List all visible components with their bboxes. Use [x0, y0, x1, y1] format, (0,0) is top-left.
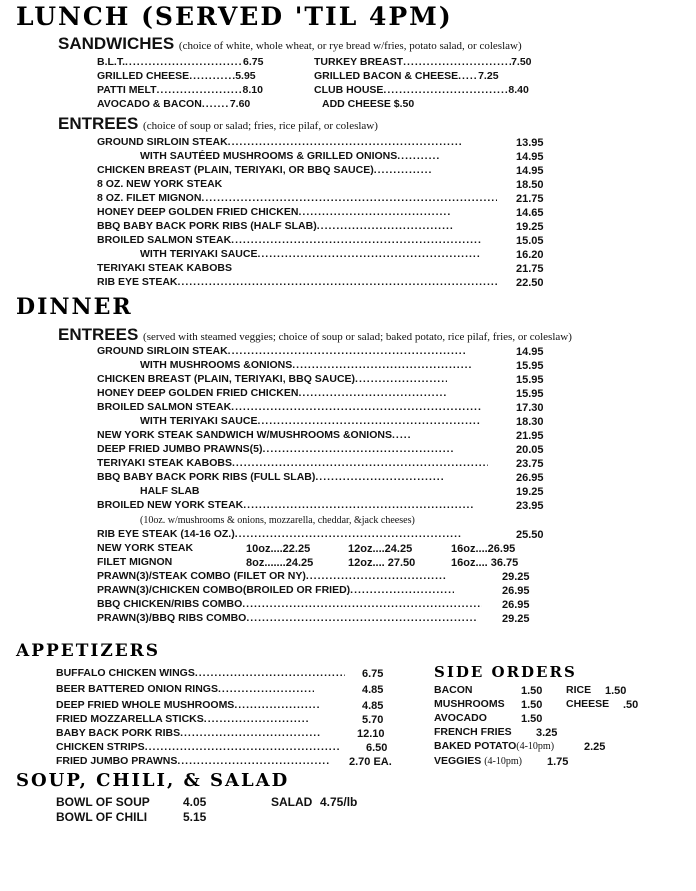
- combo-price: 26.95: [502, 599, 530, 611]
- lunch-entree-name: HONEY DEEP GOLDEN FRIED CHICKEN.....: [97, 206, 450, 219]
- side-item: MUSHROOMS: [434, 698, 505, 710]
- dinner-entrees-note: (served with steamed veggies; choice of soup or salad; baked potato, rice pilaf, fries, or coleslaw): [143, 331, 572, 343]
- side-item: VEGGIES (4-10pm): [434, 755, 522, 767]
- side-orders-title: SIDE ORDERS: [434, 663, 577, 681]
- bowl-chili-name: BOWL OF CHILI: [56, 810, 148, 824]
- appetizer-name: FRIED MOZZARELLA STICKS.....: [56, 713, 310, 726]
- dinner-entree-price: 15.95: [516, 360, 544, 372]
- side-price: 1.75: [547, 756, 569, 768]
- dinner-entree-name: DEEP FRIED JUMBO PRAWNS(5).....: [97, 443, 453, 456]
- sandwich-item: CLUB HOUSE..... 8.40: [314, 84, 529, 97]
- sandwich-item: GRILLED BACON & CHEESE..... 7.25: [314, 70, 499, 83]
- appetizer-name: DEEP FRIED WHOLE MUSHROOMS.....: [56, 699, 320, 712]
- sandwich-item: ADD CHEESE $.50: [322, 98, 415, 110]
- appetizer-name: CHICKEN STRIPS.....: [56, 741, 340, 754]
- side-price: 1.50: [521, 699, 543, 711]
- dinner-entree-price: 23.95: [516, 500, 544, 512]
- lunch-entrees-heading-text: ENTREES: [58, 114, 139, 133]
- combo-price: 29.25: [502, 571, 530, 583]
- soup-title: SOUP, CHILI, & SALAD: [16, 770, 290, 791]
- dinner-entrees-heading: [58, 325, 572, 345]
- appetizer-price: 6.75: [362, 668, 384, 680]
- side-item: FRENCH FRIES: [434, 726, 512, 738]
- appetizer-price: 5.70: [362, 714, 384, 726]
- combo-item: BBQ CHICKEN/RIBS COMBO.....: [97, 598, 482, 611]
- lunch-entree-name: 8 OZ. NEW YORK STEAK: [97, 178, 223, 190]
- lunch-entree-price: 14.95: [516, 165, 544, 177]
- lunch-entree-price: 19.25: [516, 221, 544, 233]
- dinner-entree-price: 20.05: [516, 444, 544, 456]
- appetizer-name: BABY BACK PORK RIBS.....: [56, 727, 320, 740]
- lunch-entree-name: WITH SAUTÉED MUSHROOMS & GRILLED ONIONS.....: [140, 150, 441, 163]
- sandwich-item: TURKEY BREAST..... 7.50: [314, 56, 532, 69]
- appetizer-name: FRIED JUMBO PRAWNS.....: [56, 755, 329, 768]
- appetizer-price: 12.10: [357, 728, 385, 740]
- appetizer-price: 4.85: [362, 684, 384, 696]
- dinner-entree-name: CHICKEN BREAST (PLAIN, TERIYAKI, BBQ SAUCE).....: [97, 373, 447, 386]
- lunch-entree-price: 21.75: [516, 193, 544, 205]
- side-item: AVOCADO: [434, 712, 487, 724]
- sandwich-item: GRILLED CHEESE..... 5.95: [97, 70, 256, 83]
- dinner-entree-name: WITH MUSHROOMS &ONIONS.....: [140, 359, 472, 372]
- dinner-entree-price: 15.95: [516, 388, 544, 400]
- dinner-entree-price: 14.95: [516, 346, 544, 358]
- sandwich-item: B.L.T...... 6.75: [97, 56, 263, 69]
- dinner-title: DINNER: [16, 294, 133, 320]
- new-york-10oz: 10oz....22.25: [246, 543, 311, 555]
- side-price: .50: [623, 699, 639, 711]
- dinner-entree-name: BROILED NEW YORK STEAK.....: [97, 499, 475, 512]
- new-york-12oz: 12oz....24.25: [348, 543, 413, 555]
- lunch-sandwiches-heading: [58, 34, 522, 54]
- dinner-entree-name: HONEY DEEP GOLDEN FRIED CHICKEN.....: [97, 387, 448, 400]
- lunch-title: LUNCH (SERVED 'TIL 4PM): [16, 2, 453, 31]
- appetizer-name: BUFFALO CHICKEN WINGS.....: [56, 667, 345, 680]
- rib-eye-price: 25.50: [516, 529, 544, 541]
- dinner-entree-name: WITH TERIYAKI SAUCE.....: [140, 415, 481, 428]
- side-item: CHEESE: [566, 698, 610, 710]
- combo-item: PRAWN(3)/BBQ RIBS COMBO.....: [97, 612, 476, 625]
- appetizers-title: APPETIZERS: [16, 641, 161, 661]
- sandwiches-note: (choice of white, whole wheat, or rye bread w/fries, potato salad, or coleslaw): [178, 40, 522, 52]
- dinner-entree-name: BBQ BABY BACK PORK RIBS (FULL SLAB).....: [97, 471, 445, 484]
- lunch-entree-name: GROUND SIRLOIN STEAK.....: [97, 136, 462, 149]
- side-price: 2.25: [584, 741, 606, 753]
- salad-price: 4.75/lb: [320, 795, 358, 809]
- dinner-entree-price: 19.25: [516, 486, 544, 498]
- lunch-entree-name: RIB EYE STEAK.....: [97, 276, 498, 289]
- filet-12oz: 12oz.... 27.50: [348, 557, 416, 569]
- side-item: BAKED POTATO(4-10pm): [434, 740, 555, 752]
- lunch-entree-price: 18.50: [516, 179, 544, 191]
- appetizer-name: BEER BATTERED ONION RINGS.....: [56, 683, 314, 696]
- combo-price: 29.25: [502, 613, 530, 625]
- combo-price: 26.95: [502, 585, 530, 597]
- salad-name: SALAD: [271, 795, 313, 809]
- new-york-name: NEW YORK STEAK: [97, 542, 194, 554]
- lunch-entree-name: TERIYAKI STEAK KABOBS: [97, 262, 232, 274]
- bowl-chili-price: 5.15: [183, 810, 207, 824]
- lunch-entree-name: BROILED SALMON STEAK.....: [97, 234, 481, 247]
- appetizer-price: 4.85: [362, 700, 384, 712]
- dinner-entree-name: NEW YORK STEAK SANDWICH W/MUSHROOMS &ONIONS.....: [97, 429, 412, 442]
- lunch-entree-price: 13.95: [516, 137, 544, 149]
- lunch-entrees-note: (choice of soup or salad; fries, rice pilaf, or coleslaw): [143, 120, 378, 132]
- appetizer-price: 2.70 EA.: [349, 756, 392, 768]
- dinner-entree-price: 17.30: [516, 402, 544, 414]
- broiled-ny-note: (10oz. w/mushrooms & onions, mozzarella, cheddar, &jack cheeses): [140, 515, 415, 526]
- lunch-entree-price: 15.05: [516, 235, 544, 247]
- bowl-soup-price: 4.05: [183, 795, 207, 809]
- lunch-entree-price: 14.65: [516, 207, 544, 219]
- dinner-entree-price: 26.95: [516, 472, 544, 484]
- side-price: 1.50: [521, 713, 543, 725]
- dinner-entree-name: GROUND SIRLOIN STEAK.....: [97, 345, 466, 358]
- sandwiches-heading-text: SANDWICHES: [58, 34, 175, 53]
- lunch-entrees-heading: [58, 114, 378, 134]
- filet-8oz: 8oz.......24.25: [246, 557, 314, 569]
- filet-name: FILET MIGNON: [97, 556, 173, 568]
- new-york-16oz: 16oz....26.95: [451, 543, 516, 555]
- lunch-entree-name: BBQ BABY BACK PORK RIBS (HALF SLAB).....: [97, 220, 453, 233]
- lunch-entree-name: WITH TERIYAKI SAUCE.....: [140, 248, 481, 261]
- dinner-entree-name: HALF SLAB: [140, 485, 200, 497]
- sandwich-item: PATTI MELT..... 8.10: [97, 84, 263, 97]
- rib-eye-name: RIB EYE STEAK (14-16 OZ.).....: [97, 528, 461, 541]
- dinner-entrees-heading-text: ENTREES: [58, 325, 139, 344]
- appetizer-price: 6.50: [366, 742, 388, 754]
- sandwich-item: AVOCADO & BACON..... 7.60: [97, 98, 250, 111]
- lunch-entree-name: 8 OZ. FILET MIGNON.....: [97, 192, 497, 205]
- bowl-soup-name: BOWL OF SOUP: [56, 795, 150, 809]
- filet-16oz: 16oz.... 36.75: [451, 557, 519, 569]
- dinner-entree-price: 18.30: [516, 416, 544, 428]
- dinner-entree-price: 15.95: [516, 374, 544, 386]
- lunch-entree-price: 21.75: [516, 263, 544, 275]
- lunch-entree-price: 14.95: [516, 151, 544, 163]
- lunch-entree-name: CHICKEN BREAST (PLAIN, TERIYAKI, OR BBQ SAUCE).....: [97, 164, 432, 177]
- side-item: RICE: [566, 684, 592, 696]
- combo-item: PRAWN(3)/STEAK COMBO (FILET OR NY).....: [97, 570, 446, 583]
- side-price: 3.25: [536, 727, 558, 739]
- side-item: BACON: [434, 684, 473, 696]
- side-price: 1.50: [521, 685, 543, 697]
- dinner-entree-price: 23.75: [516, 458, 544, 470]
- combo-item: PRAWN(3)/CHICKEN COMBO(BROILED OR FRIED).....: [97, 584, 454, 597]
- lunch-entree-price: 22.50: [516, 277, 544, 289]
- side-price: 1.50: [605, 685, 627, 697]
- dinner-entree-price: 21.95: [516, 430, 544, 442]
- dinner-entree-name: TERIYAKI STEAK KABOBS.....: [97, 457, 488, 470]
- lunch-entree-price: 16.20: [516, 249, 544, 261]
- dinner-entree-name: BROILED SALMON STEAK.....: [97, 401, 481, 414]
